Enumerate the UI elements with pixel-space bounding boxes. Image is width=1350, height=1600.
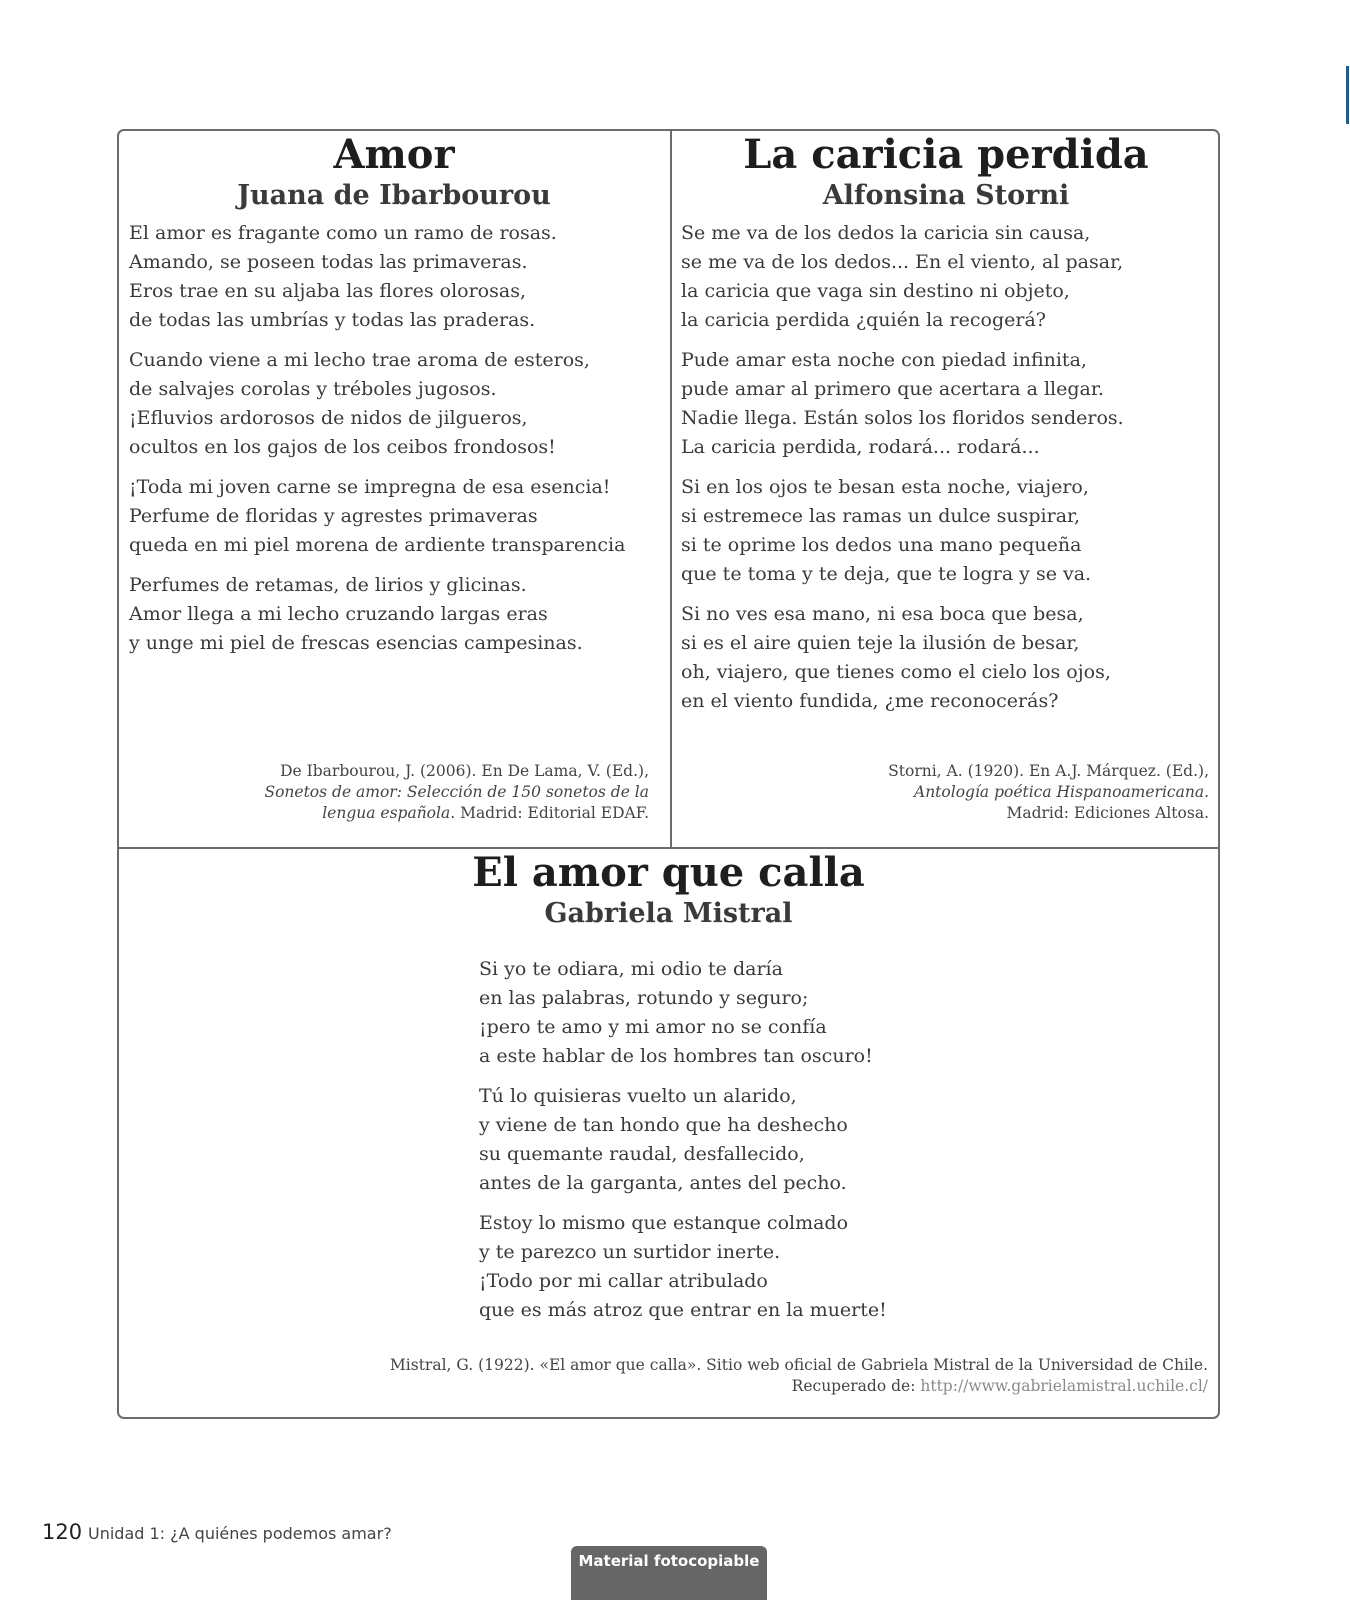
citation-book-title: Sonetos de amor: Selección de 150 sonetos de la [264,783,649,801]
citation [264,761,649,824]
vertical-divider [670,131,672,847]
verse-line: oh, viajero, que tienes como el cielo los ojos, [681,661,1111,683]
verse-line: que es más atroz que entrar en la muerte! [479,1299,887,1321]
stanza [129,571,659,658]
citation [888,761,1209,824]
citation-url-link[interactable]: http://www.gabrielamistral.uchile.cl/ [920,1377,1208,1395]
verse-line: Tú lo quisieras vuelto un alarido, [479,1085,797,1107]
stanza [681,219,1211,335]
citation-retrieved: Recuperado de: [791,1377,921,1395]
verse-line: si te oprime los dedos una mano pequeña [681,534,1082,556]
verse-line: su quemante raudal, desfallecido, [479,1143,805,1165]
poem-body [479,955,887,1336]
verse-line: de todas las umbrías y todas las praderas. [129,309,536,331]
poem-el-amor-que-calla [119,849,1218,1419]
verse-line: Perfume de floridas y agrestes primaveras [129,505,538,527]
stanza [681,346,1211,462]
verse-line: antes de la garganta, antes del pecho. [479,1172,847,1194]
poems-frame [117,129,1220,1419]
verse-line: se me va de los dedos... En el viento, al pasar, [681,251,1124,273]
verse-line: Eros trae en su aljaba las flores olorosas, [129,280,526,302]
verse-line: la caricia que vaga sin destino ni objeto, [681,280,1070,302]
verse-line: Se me va de los dedos la caricia sin causa, [681,222,1091,244]
page-number: 120 [42,1520,83,1544]
verse-line: ¡Todo por mi callar atribulado [479,1270,768,1292]
stanza [479,955,887,1071]
citation [390,1355,1208,1397]
photocopiable-badge: Material fotocopiable [571,1546,767,1600]
unit-label: Unidad 1: ¿A quiénes podemos amar? [88,1524,392,1543]
stanza [129,473,659,560]
poem-title: Amor [333,131,455,178]
verse-line: La caricia perdida, rodará... rodará... [681,436,1040,458]
poem-title: La caricia perdida [743,131,1149,178]
verse-line: de salvajes corolas y tréboles jugosos. [129,378,497,400]
stanza [681,600,1211,716]
poem-title: El amor que calla [472,849,865,896]
poem-body [129,219,659,658]
verse-line: Si en los ojos te besan esta noche, viajero, [681,476,1089,498]
poem-author: Alfonsina Storni [822,180,1070,211]
verse-line: que te toma y te deja, que te logra y se va. [681,563,1092,585]
stanza [129,346,659,462]
verse-line: a este hablar de los hombres tan oscuro! [479,1045,873,1067]
stanza [681,473,1211,589]
verse-line: Si no ves esa mano, ni esa boca que besa, [681,603,1084,625]
verse-line: Pude amar esta noche con piedad infinita, [681,349,1087,371]
verse-line: El amor es fragante como un ramo de rosas. [129,222,557,244]
verse-line: Si yo te odiara, mi odio te daría [479,958,783,980]
verse-line: ¡pero te amo y mi amor no se confía [479,1016,827,1038]
verse-line: queda en mi piel morena de ardiente transparencia [129,534,626,556]
edge-tab-marker [1346,66,1349,124]
citation-line: Storni, A. (1920). En A.J. Márquez. (Ed.), [888,762,1209,780]
verse-line: y unge mi piel de frescas esencias campesinas. [129,632,583,654]
verse-line: pude amar al primero que acertara a llegar. [681,378,1104,400]
verse-line: en el viento fundida, ¿me reconocerás? [681,690,1059,712]
verse-line: ¡Toda mi joven carne se impregna de esa esencia! [129,476,611,498]
verse-line: Amando, se poseen todas las primaveras. [129,251,528,273]
citation-publisher: Madrid: Ediciones Altosa. [1006,804,1209,822]
poem-body [681,219,1211,716]
verse-line: ¡Efluvios ardorosos de nidos de jilgueros, [129,407,528,429]
verse-line: si es el aire quien teje la ilusión de besar, [681,632,1080,654]
poem-author: Gabriela Mistral [544,898,793,929]
poem-caricia-perdida [681,131,1211,847]
verse-line: si estremece las ramas un dulce suspirar, [681,505,1081,527]
citation-publisher: . Madrid: Editorial EDAF. [450,804,649,822]
stanza [129,219,659,335]
verse-line: Estoy lo mismo que estanque colmado [479,1212,849,1234]
verse-line: Amor llega a mi lecho cruzando largas eras [129,603,548,625]
verse-line: Nadie llega. Están solos los floridos senderos. [681,407,1124,429]
verse-line: y viene de tan hondo que ha deshecho [479,1114,848,1136]
stanza [479,1082,887,1198]
verse-line: la caricia perdida ¿quién la recogerá? [681,309,1046,331]
stanza [479,1209,887,1325]
verse-line: en las palabras, rotundo y seguro; [479,987,809,1009]
verse-line: Cuando viene a mi lecho trae aroma de esteros, [129,349,590,371]
poem-author: Juana de Ibarbourou [237,180,551,211]
citation-line: De Ibarbourou, J. (2006). En De Lama, V. (Ed.), [280,762,649,780]
citation-line: Mistral, G. (1922). «El amor que calla». Sitio web oficial de Gabriela Mistral de la Universidad de Chile. [389,1356,1208,1374]
verse-line: Perfumes de retamas, de lirios y glicinas. [129,574,527,596]
citation-book-title-cont: lengua española [322,804,451,822]
verse-line: y te parezco un surtidor inerte. [479,1241,781,1263]
citation-book-title: Antología poética Hispanoamericana. [914,783,1209,801]
verse-line: ocultos en los gajos de los ceibos frondosos! [129,436,556,458]
poem-amor [129,131,659,847]
